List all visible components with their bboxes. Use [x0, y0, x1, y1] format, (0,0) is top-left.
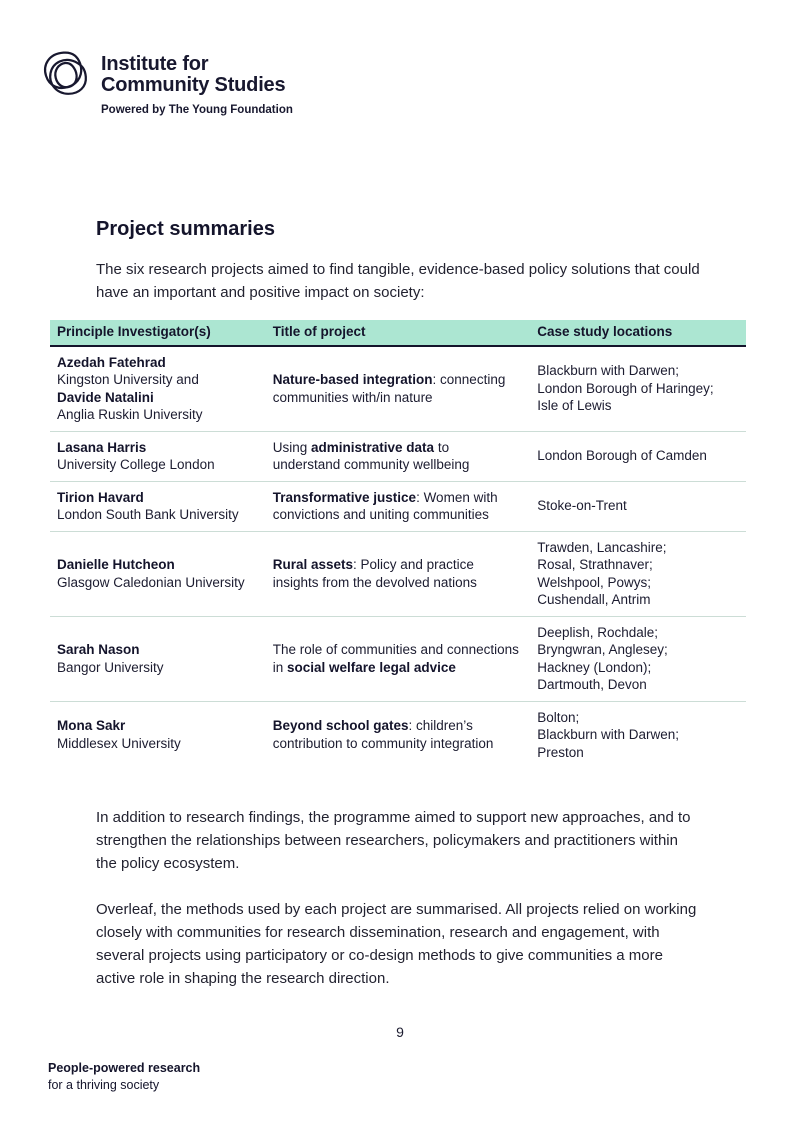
location-line: Dartmouth, Devon [537, 677, 647, 692]
project-title-part: Transformative justice [272, 489, 417, 505]
locations-cell [530, 481, 746, 531]
investigator-cell [50, 431, 266, 481]
location-line: Isle of Lewis [537, 398, 612, 414]
location-line: Cushendall, Antrim [537, 592, 651, 607]
location-line: London Borough of Camden [537, 448, 707, 464]
project-title-part: : connecting communities with/in nature [272, 372, 506, 405]
investigator-line: University College London [57, 457, 215, 472]
locations-cell [530, 431, 746, 481]
location-line: Blackburn with Darwen; [537, 727, 680, 742]
investigator-line: Sarah Nason [57, 642, 140, 657]
project-title-cell [266, 481, 530, 531]
section-header [96, 218, 702, 304]
project-table-body [50, 346, 746, 769]
project-title-part: : children’s contribution to community integration [272, 718, 494, 751]
footer-slogan-line2: for a thriving society [48, 1078, 160, 1092]
investigator-line: Davide Natalini [57, 389, 154, 405]
investigator-cell [50, 531, 266, 616]
investigator-line: London South Bank University [57, 507, 239, 522]
locations-cell [530, 701, 746, 768]
investigator-cell [50, 701, 266, 768]
investigator-line: Azedah Fatehrad [57, 354, 166, 370]
logo-tagline: Powered by The Young Foundation [101, 104, 293, 116]
project-title-cell [266, 431, 530, 481]
logo-name-line2: Community Studies [101, 74, 286, 96]
location-line: Preston [537, 744, 584, 760]
location-line: Bolton; [537, 709, 580, 725]
table-row [50, 481, 746, 531]
project-title-cell [266, 531, 530, 616]
logo-name-line1: Institute for [101, 53, 209, 75]
project-title-cell [266, 701, 530, 768]
table-row [50, 346, 746, 432]
column-header-investigator: Principle Investigator(s) [50, 320, 266, 346]
footer-slogan [48, 1060, 200, 1094]
page-title: Project summaries [96, 218, 275, 240]
investigator-cell [50, 616, 266, 701]
investigator-line: Tirion Havard [57, 489, 144, 505]
body-copy [96, 806, 700, 1013]
paragraph-approaches: In addition to research findings, the programme aimed to support new approaches, and to strengthen the relationships between researchers, policymakers and practitioners within the policy ecosystem. [96, 809, 691, 872]
location-line: Blackburn with Darwen; [537, 363, 680, 379]
investigator-line: Mona Sakr [57, 718, 126, 734]
locations-cell [530, 616, 746, 701]
location-line: Bryngwran, Anglesey; [537, 642, 668, 657]
table-row [50, 701, 746, 768]
project-title-part: administrative data [311, 439, 435, 455]
logo-knot-icon [38, 48, 94, 106]
project-title-part: to understand community wellbeing [272, 439, 470, 472]
table-row [50, 531, 746, 616]
project-title-part: Nature-based integration [272, 372, 433, 387]
location-line: London Borough of Haringey; [537, 380, 714, 396]
project-title-part: The role of communities and connections in [272, 642, 519, 675]
location-line: Hackney (London); [537, 659, 652, 675]
location-line: Deeplish, Rochdale; [537, 624, 659, 640]
investigator-line: Lasana Harris [57, 439, 147, 455]
column-header-locations: Case study locations [530, 320, 746, 346]
location-line: Welshpool, Powys; [537, 574, 652, 590]
table-row [50, 616, 746, 701]
investigator-line: Middlesex University [57, 735, 181, 751]
location-line: Rosal, Strathnaver; [537, 557, 653, 572]
investigator-line: Danielle Hutcheon [57, 557, 175, 572]
table-header-row [50, 320, 746, 346]
project-title-part: Beyond school gates [272, 718, 409, 734]
locations-cell [530, 531, 746, 616]
location-line: Trawden, Lancashire; [537, 539, 667, 555]
investigator-cell [50, 481, 266, 531]
project-title-part: Rural assets [272, 557, 354, 572]
investigator-line: Anglia Ruskin University [57, 407, 203, 422]
project-title-part: : Women with convictions and uniting communities [272, 489, 498, 522]
paragraph-methods: Overleaf, the methods used by each project are summarised. All projects relied on working closely with communities for research dissemination, research and engagement, with several projects using participatory or co-design methods to give communities a more active role in shaping the research direction. [96, 901, 697, 987]
project-title-cell [266, 616, 530, 701]
locations-cell [530, 346, 746, 432]
project-title-part: : Policy and practice insights from the devolved nations [272, 557, 477, 590]
location-line: Stoke-on-Trent [537, 498, 627, 514]
investigator-line: Kingston University and [57, 372, 199, 387]
project-title-part: Using [272, 439, 312, 455]
logo-wordmark [101, 48, 293, 116]
investigator-cell [50, 346, 266, 432]
footer-slogan-line1: People-powered research [48, 1061, 201, 1075]
column-header-title: Title of project [266, 320, 530, 346]
project-title-part: social welfare legal advice [287, 659, 456, 675]
investigator-line: Bangor University [57, 659, 164, 675]
table-row [50, 431, 746, 481]
project-title-cell [266, 346, 530, 432]
intro-paragraph: The six research projects aimed to find tangible, evidence-based policy solutions that could have an important and positive impact on society: [96, 261, 700, 301]
org-logo [38, 48, 293, 116]
investigator-line: Glasgow Caledonian University [57, 574, 245, 590]
project-summary-table [50, 320, 746, 768]
page-number: 9 [396, 1024, 404, 1040]
